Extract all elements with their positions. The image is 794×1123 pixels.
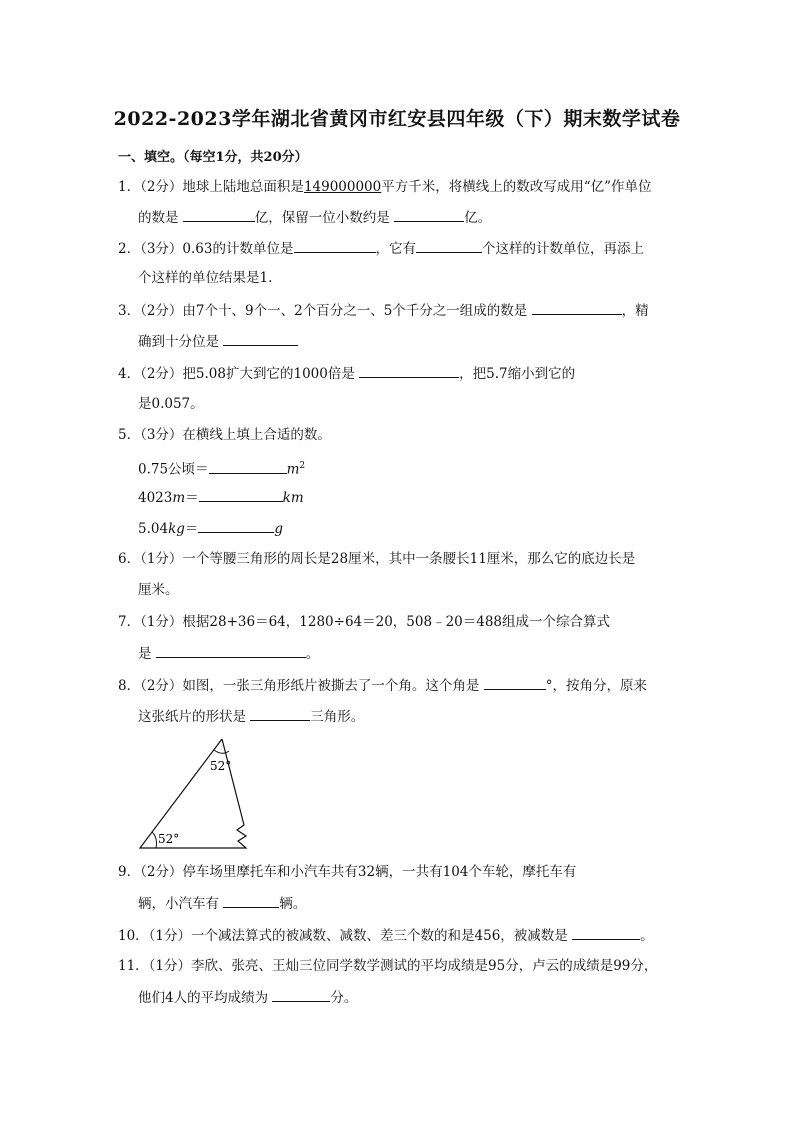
question-11-line-2: 他们4人的平均成绩为 分。 [138, 987, 357, 1008]
question-7-line-2: 是 。 [138, 643, 319, 664]
question-2-line-1: 2．（3分）0.63的计数单位是 ，它有 个这样的计数单位，再添上 [118, 238, 644, 259]
question-2-line-2: 个这样的单位结果是1. [138, 270, 273, 286]
answer-blank[interactable] [272, 987, 330, 1002]
question-10-line-1: 10．（1分）一个减法算式的被减数、减数、差三个数的和是456，被减数是 。 [118, 925, 654, 946]
question-8-line-2: 这张纸片的形状是 三角形。 [138, 706, 364, 727]
answer-blank[interactable] [156, 643, 306, 658]
answer-blank[interactable] [359, 363, 459, 378]
underlined-number: 149000000 [303, 179, 382, 195]
section-heading: 一、填空。（每空1分，共20分） [118, 150, 308, 165]
question-3-line-1: 3．（2分）由7个十、9个一、2个百分之一、5个千分之一组成的数是 ，精 [118, 300, 649, 321]
answer-blank[interactable] [294, 238, 376, 253]
question-9-line-2: 辆，小汽车有 辆。 [138, 893, 306, 914]
question-9-line-1: 9．（2分）停车场里摩托车和小汽车共有32辆，一共有104个车轮，摩托车有 [118, 864, 577, 880]
answer-blank[interactable] [223, 893, 279, 908]
question-6-line-1: 6．（1分）一个等腰三角形的周长是28厘米，其中一条腰长11厘米，那么它的底边长是 [118, 551, 636, 567]
answer-blank[interactable] [532, 300, 622, 315]
answer-blank[interactable] [198, 518, 274, 533]
top-angle-label: 52° [210, 759, 232, 773]
answer-blank[interactable] [250, 706, 310, 721]
answer-blank[interactable] [199, 487, 283, 502]
triangle-outline [140, 739, 246, 848]
question-5-row-1: 0.75公顷＝ $m^2$ [138, 456, 305, 480]
question-4-line-1: 4．（2分）把5.08扩大到它的1000倍是 ，把5.7缩小到它的 [118, 363, 575, 384]
question-4-line-2: 是0.057。 [138, 396, 204, 412]
question-7-line-1: 7．（1分）根据28+36＝64，1280÷64＝20，508﹣20＝488组成一个综合算式 [118, 614, 611, 630]
answer-blank[interactable] [183, 207, 255, 222]
top-angle-arc [214, 750, 229, 753]
left-angle-arc [152, 832, 157, 848]
question-8-line-1: 8．（2分）如图，一张三角形纸片被撕去了一个角。这个角是 °，按角分，原来 [118, 675, 647, 696]
question-3-line-2: 确到十分位是 [138, 331, 298, 352]
answer-blank[interactable] [394, 207, 464, 222]
page-title: 2022-2023学年湖北省黄冈市红安县四年级（下）期末数学试卷 [113, 108, 681, 130]
left-angle-label: 52° [158, 832, 180, 846]
answer-blank[interactable] [484, 675, 546, 690]
question-11-line-1: 11．（1分）李欣、张亮、王灿三位同学数学测试的平均成绩是95分，卢云的成绩是99分， [118, 958, 658, 974]
torn-triangle-figure [134, 734, 264, 852]
question-5-row-3: 5.04kg＝ g [138, 518, 283, 539]
answer-blank[interactable] [209, 459, 287, 474]
question-1-line-2: 的数是 亿，保留一位小数约是 亿。 [138, 207, 491, 228]
question-6-line-2: 厘米。 [138, 582, 179, 598]
answer-blank[interactable] [416, 238, 482, 253]
question-5-row-2: 4023m＝ km [138, 487, 304, 508]
answer-blank[interactable] [223, 331, 298, 346]
question-5-line-1: 5．（3分）在横线上填上合适的数。 [118, 427, 331, 443]
question-1-line-1: 1．（2分）地球上陆地总面积是149000000平方千米，将横线上的数改写成用“亿”作单位 [118, 179, 652, 195]
answer-blank[interactable] [572, 925, 640, 940]
